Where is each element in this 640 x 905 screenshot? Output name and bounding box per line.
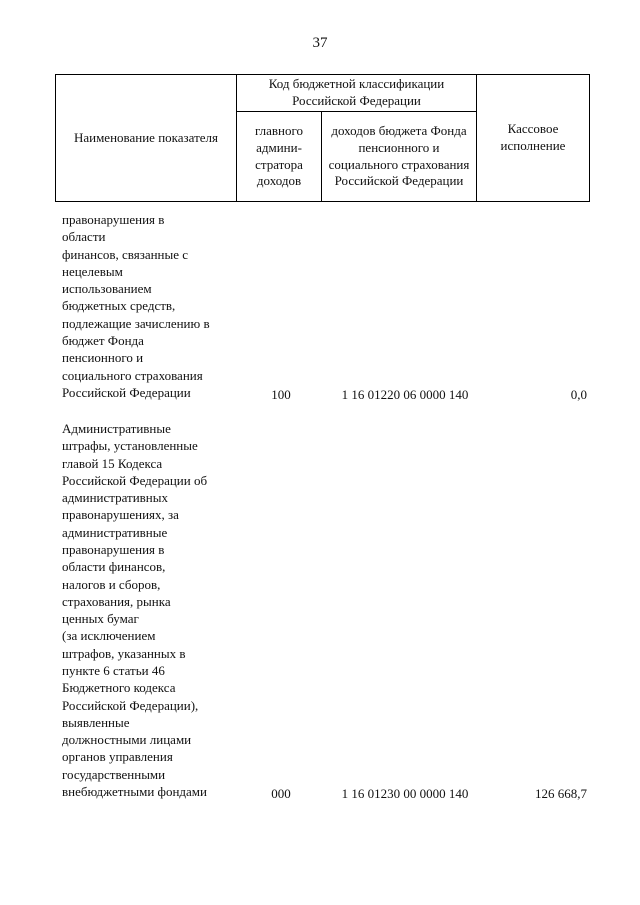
admin-code: 100 bbox=[271, 386, 291, 402]
cash-execution-amount: 126 668,7 bbox=[535, 785, 587, 801]
cash-execution-amount: 0,0 bbox=[570, 386, 587, 402]
admin-code: 000 bbox=[271, 785, 291, 801]
indicator-name: правонарушения в области финансов, связанные с нецелевым использованием бюджетных средств, подлежащие зачислению в бюджет Фонда пенсионного и социального страхования Российской Федерации bbox=[62, 212, 210, 400]
income-code: 1 16 01220 06 0000 140 bbox=[341, 386, 469, 402]
page-number: 37 bbox=[312, 35, 328, 51]
table-row bbox=[62, 211, 587, 403]
header-budget-income: доходов бюджета Фонда пенсионного и социального страхования Российской Федерации bbox=[328, 122, 470, 189]
header-cash-execution: Кассовое исполнение bbox=[500, 121, 566, 153]
income-code: 1 16 01230 00 0000 140 bbox=[341, 785, 469, 801]
header-main-administrator: главного админи-стратора доходов bbox=[254, 122, 304, 189]
table-row bbox=[62, 420, 587, 802]
indicator-name: Административные штрафы, установленные главой 15 Кодекса Российской Федерации об административных правонарушениях, за административные правонарушения в области финансов, налогов и сборов, страхования, рынка ценных бумаг (за исключением штрафов, указанных в пункте 6 статьи 46 Бюджетного кодекса Российской Федерации), выявленные должностными лицами органов управления государственными внебюджетными фондами bbox=[62, 421, 208, 799]
table-header bbox=[55, 74, 590, 202]
header-classification-code: Код бюджетной классификации Российской Федерации bbox=[268, 76, 445, 108]
header-indicator-name: Наименование показателя bbox=[73, 129, 219, 145]
